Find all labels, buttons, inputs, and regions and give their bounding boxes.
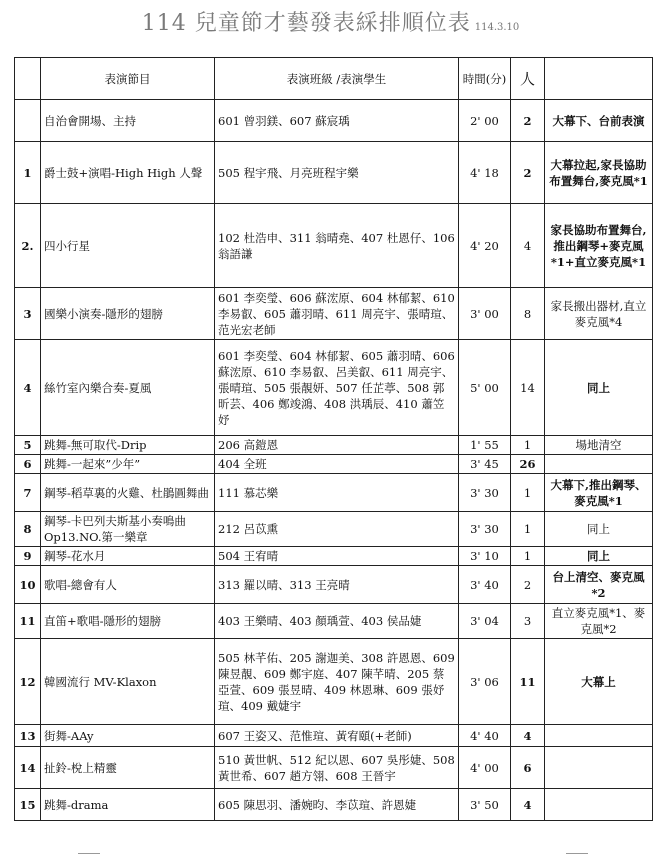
row-note: 台上清空、麥克風*2 <box>545 566 653 604</box>
row-index: 11 <box>15 604 41 639</box>
row-index: 5 <box>15 436 41 455</box>
row-people: 4 <box>511 725 545 747</box>
row-note: 場地清空 <box>545 436 653 455</box>
row-performers: 510 黃世帆、512 紀以恩、607 吳彤婕、508 黃世希、607 趙方翎、608 王晉宇 <box>215 747 459 789</box>
row-index <box>15 100 41 142</box>
row-people: 2 <box>511 566 545 604</box>
row-program: 鋼琴-花水月 <box>41 547 215 566</box>
row-people: 26 <box>511 455 545 474</box>
row-performers: 102 杜浩申、311 翁晴堯、407 杜恩仔、106 翁語謙 <box>215 204 459 288</box>
row-people: 1 <box>511 436 545 455</box>
row-performers: 206 高鎧恩 <box>215 436 459 455</box>
row-program: 韓國流行 MV-Klaxon <box>41 639 215 725</box>
row-performers: 601 曾羽鎂、607 蘇宸瑀 <box>215 100 459 142</box>
row-time: 3' 00 <box>459 288 511 340</box>
row-index: 9 <box>15 547 41 566</box>
header-program: 表演節目 <box>41 58 215 100</box>
document-title: 114 兒童節才藝發表綵排順位表 <box>141 11 471 36</box>
row-time: 3' 30 <box>459 512 511 547</box>
row-time: 3' 06 <box>459 639 511 725</box>
row-index: 3 <box>15 288 41 340</box>
row-time: 3' 45 <box>459 455 511 474</box>
row-program: 國樂小演奏-隱形的翅膀 <box>41 288 215 340</box>
table-row <box>15 512 653 547</box>
row-time: 3' 10 <box>459 547 511 566</box>
row-program: 歌唱-總會有人 <box>41 566 215 604</box>
row-index: 6 <box>15 455 41 474</box>
row-time: 3' 30 <box>459 474 511 512</box>
table-row <box>15 604 653 639</box>
row-performers: 505 林芊佑、205 謝迦美、308 許恩恩、609 陳昱靚、609 鄭宇庭、407 陳芊晴、205 蔡亞萱、609 張昱晴、409 林恩琳、609 張妤瑄、409 戴婕宇 <box>215 639 459 725</box>
row-people: 1 <box>511 512 545 547</box>
row-index: 7 <box>15 474 41 512</box>
row-people: 1 <box>511 474 545 512</box>
row-program: 四小行星 <box>41 204 215 288</box>
row-program: 直笛+歌唱-隱形的翅膀 <box>41 604 215 639</box>
row-performers: 313 羅以晴、313 王亮晴 <box>215 566 459 604</box>
row-index: 13 <box>15 725 41 747</box>
row-performers: 601 李奕瑩、606 蘇浤原、604 林郁絜、610 李易叡、605 蕭羽晴、611 周亮宇、張晴瑄、范光宏老師 <box>215 288 459 340</box>
row-people: 4 <box>511 789 545 821</box>
row-note: 直立麥克風*1、麥克風*2 <box>545 604 653 639</box>
row-performers: 504 王宥晴 <box>215 547 459 566</box>
row-note: 同上 <box>545 340 653 436</box>
row-people: 2 <box>511 100 545 142</box>
row-note <box>545 789 653 821</box>
row-time: 3' 04 <box>459 604 511 639</box>
row-program: 自治會開場、主持 <box>41 100 215 142</box>
header-note <box>545 58 653 100</box>
row-people: 8 <box>511 288 545 340</box>
row-index: 14 <box>15 747 41 789</box>
row-note <box>545 747 653 789</box>
table-row <box>15 474 653 512</box>
row-index: 2. <box>15 204 41 288</box>
row-index: 12 <box>15 639 41 725</box>
table-row <box>15 436 653 455</box>
row-note: 家長協助布置舞台,推出鋼琴+麥克風*1+直立麥克風*1 <box>545 204 653 288</box>
row-program: 扯鈴-梲上精靈 <box>41 747 215 789</box>
table-row <box>15 100 653 142</box>
page-bottom-rule <box>0 851 661 858</box>
row-performers: 212 呂苡熏 <box>215 512 459 547</box>
document-date: 114.3.10 <box>474 22 520 33</box>
row-note: 大幕下,推出鋼琴、麥克風*1 <box>545 474 653 512</box>
row-program: 爵士鼓+演唱-High High 人聲 <box>41 142 215 204</box>
row-index: 4 <box>15 340 41 436</box>
table-row <box>15 566 653 604</box>
table-row <box>15 547 653 566</box>
table-row <box>15 725 653 747</box>
row-program: 跳舞-drama <box>41 789 215 821</box>
header-time: 時間(分) <box>459 58 511 100</box>
row-performers: 505 程宇飛、月亮班程宇樂 <box>215 142 459 204</box>
document-title-block <box>0 6 661 37</box>
row-program: 鋼琴-稻草裏的火雞、杜鵑圓舞曲 <box>41 474 215 512</box>
row-note: 大幕下、台前表演 <box>545 100 653 142</box>
row-performers: 404 全班 <box>215 455 459 474</box>
row-index: 8 <box>15 512 41 547</box>
header-people: 人 <box>511 58 545 100</box>
header-row <box>15 58 653 100</box>
row-performers: 111 慕芯樂 <box>215 474 459 512</box>
row-people: 11 <box>511 639 545 725</box>
row-program: 絲竹室內樂合奏-夏風 <box>41 340 215 436</box>
row-time: 3' 40 <box>459 566 511 604</box>
table-body <box>15 100 653 821</box>
row-note <box>545 725 653 747</box>
row-people: 3 <box>511 604 545 639</box>
table-row <box>15 142 653 204</box>
row-performers: 607 王姿又、范惟瑄、黃宥頤(+老師) <box>215 725 459 747</box>
row-note: 同上 <box>545 547 653 566</box>
row-index: 10 <box>15 566 41 604</box>
row-time: 4' 40 <box>459 725 511 747</box>
row-index: 1 <box>15 142 41 204</box>
row-people: 6 <box>511 747 545 789</box>
row-performers: 601 李奕瑩、604 林郁絜、605 蕭羽晴、606 蘇浤原、610 李易叡、呂美叡、611 周亮宇、張晴瑄、505 張靚妍、507 任芷葶、508 郭昕芸、406 鄭竣鴻、408 洪瑀辰、410 蕭笠妤 <box>215 340 459 436</box>
schedule-table <box>14 57 653 821</box>
row-people: 1 <box>511 547 545 566</box>
table-row <box>15 789 653 821</box>
row-program: 跳舞-一起來”少年” <box>41 455 215 474</box>
table-row <box>15 288 653 340</box>
row-time: 1' 55 <box>459 436 511 455</box>
row-time: 5' 00 <box>459 340 511 436</box>
row-time: 2' 00 <box>459 100 511 142</box>
row-note: 大幕上 <box>545 639 653 725</box>
table-row <box>15 639 653 725</box>
table-row <box>15 340 653 436</box>
row-performers: 403 王樂晴、403 顏瑀萱、403 侯品婕 <box>215 604 459 639</box>
row-note: 同上 <box>545 512 653 547</box>
row-time: 3' 50 <box>459 789 511 821</box>
row-program: 跳舞-無可取代-Drip <box>41 436 215 455</box>
header-index <box>15 58 41 100</box>
table-row <box>15 747 653 789</box>
table-row <box>15 455 653 474</box>
header-performers: 表演班級 /表演學生 <box>215 58 459 100</box>
row-performers: 605 陳思羽、潘婉昀、李苡瑄、許恩婕 <box>215 789 459 821</box>
row-people: 14 <box>511 340 545 436</box>
row-program: 鋼琴-卡巴列夫斯基小奏鳴曲 Op13.NO.第一樂章 <box>41 512 215 547</box>
row-people: 4 <box>511 204 545 288</box>
row-people: 2 <box>511 142 545 204</box>
row-index: 15 <box>15 789 41 821</box>
row-time: 4' 18 <box>459 142 511 204</box>
table-row <box>15 204 653 288</box>
row-program: 街舞-AAy <box>41 725 215 747</box>
row-note <box>545 455 653 474</box>
row-note: 家長搬出器材,直立麥克風*4 <box>545 288 653 340</box>
row-time: 4' 00 <box>459 747 511 789</box>
row-time: 4' 20 <box>459 204 511 288</box>
row-note: 大幕拉起,家長協助布置舞台,麥克風*1 <box>545 142 653 204</box>
